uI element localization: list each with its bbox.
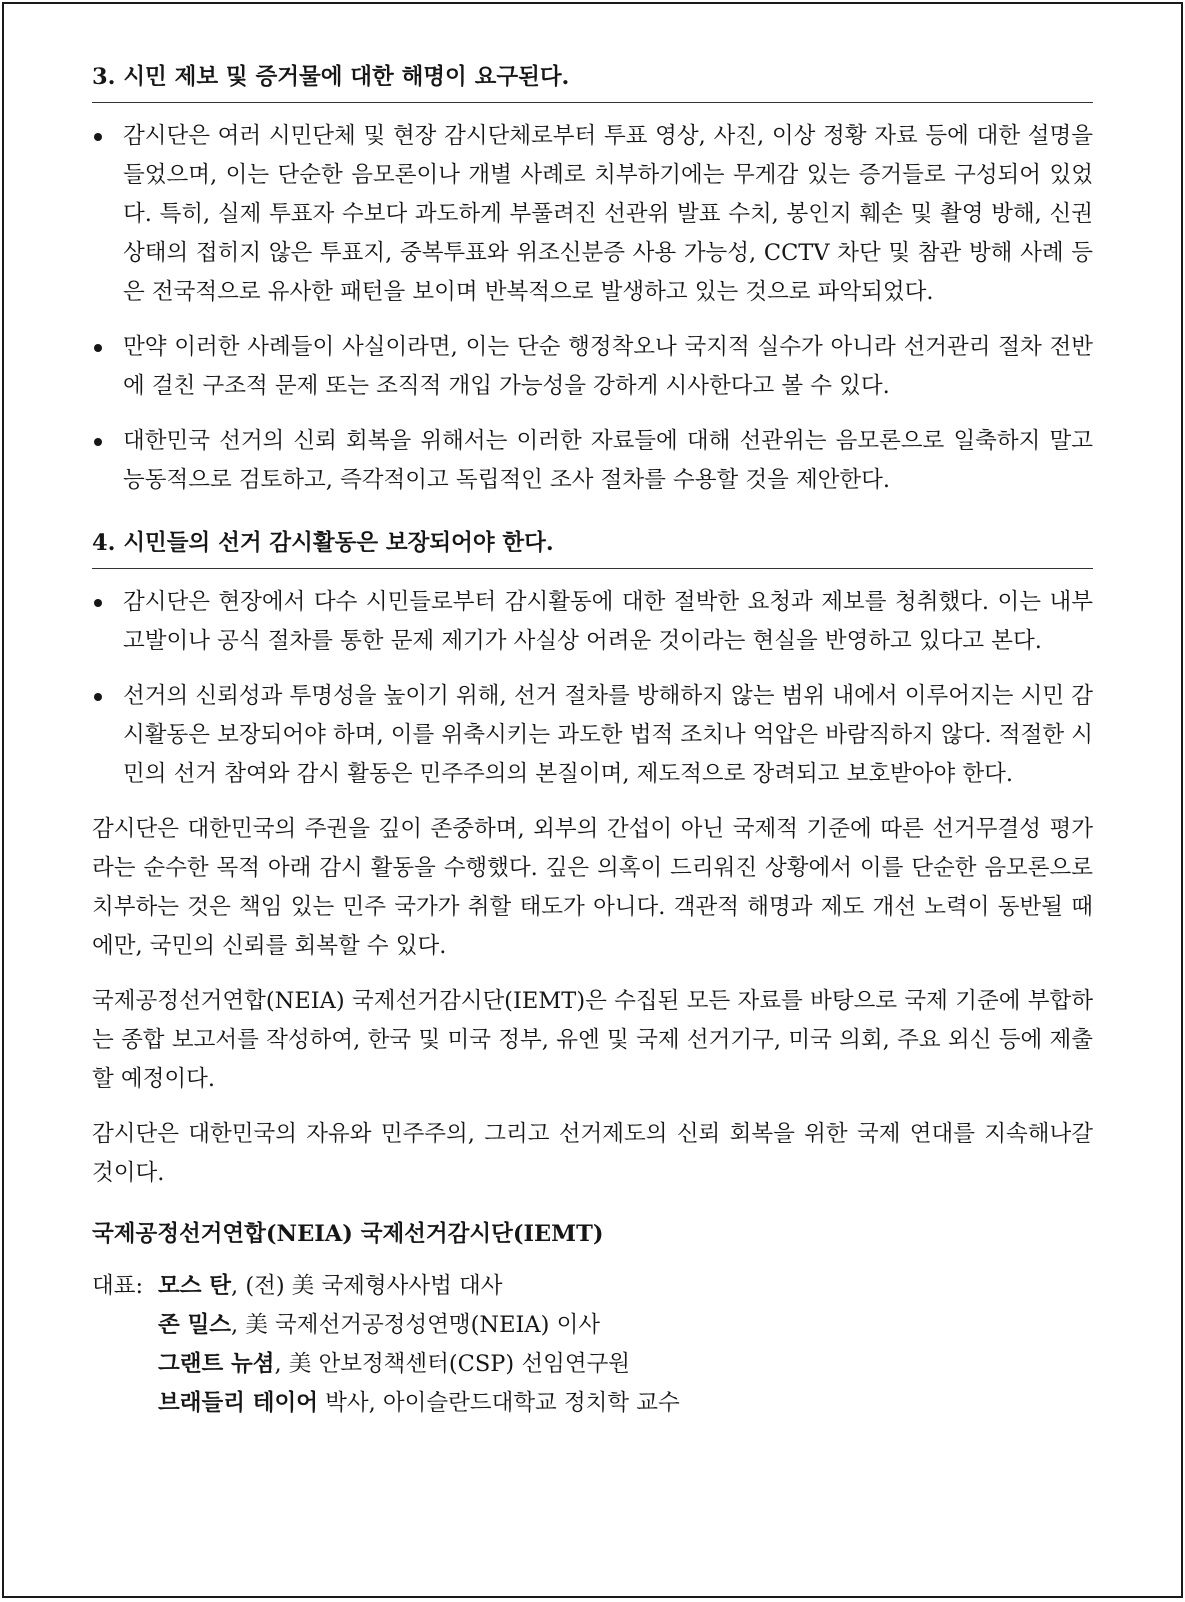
representative-line	[158, 1345, 1093, 1384]
body-paragraph: 국제공정선거연합(NEIA) 국제선거감시단(IEMT)은 수집된 모든 자료를 바탕으로 국제 기준에 부합하는 종합 보고서를 작성하여, 한국 및 미국 정부, 유엔 및 국제 선거기구, 미국 의회, 주요 외신 등에 제출할 예정이다.	[92, 988, 1093, 1092]
representative-name: 존 밀스	[158, 1312, 232, 1338]
representative-line	[158, 1306, 1093, 1345]
bullet-item: 선거의 신뢰성과 투명성을 높이기 위해, 선거 절차를 방해하지 않는 범위 내에서 이루어지는 시민 감시활동은 보장되어야 하며, 이를 위축시키는 과도한 법적 조치나 억압은 바람직하지 않다. 적절한 시민의 선거 참여와 감시 활동은 민주주의의 본질이며, 제도적으로 장려되고 보호받아야 한다.	[92, 677, 1093, 794]
bullet-item: 감시단은 현장에서 다수 시민들로부터 감시활동에 대한 절박한 요청과 제보를 청취했다. 이는 내부 고발이나 공식 절차를 통한 문제 제기가 사실상 어려운 것이라는 현실을 반영하고 있다고 본다.	[92, 583, 1093, 661]
representative-name: 모스 탄	[158, 1273, 232, 1299]
section-heading: 4. 시민들의 선거 감시활동은 보장되어야 한다.	[92, 522, 1093, 569]
representative-title: , 美 국제선거공정성연맹(NEIA) 이사	[231, 1312, 601, 1338]
representative-title: , 美 안보정책센터(CSP) 선임연구원	[274, 1351, 631, 1377]
bullet-list	[92, 117, 1093, 500]
bullet-item: 감시단은 여러 시민단체 및 현장 감시단체로부터 투표 영상, 사진, 이상 정황 자료 등에 대한 설명을 들었으며, 이는 단순한 음모론이나 개별 사례로 치부하기에는 무게감 있는 증거들로 구성되어 있었다. 특히, 실제 투표자 수보다 과도하게 부풀려진 선관위 발표 수치, 봉인지 훼손 및 촬영 방해, 신권 상태의 접히지 않은 투표지, 중복투표와 위조신분증 사용 가능성, CCTV 차단 및 참관 방해 사례 등은 전국적으로 유사한 패턴을 보이며 반복적으로 발생하고 있는 것으로 파악되었다.	[92, 117, 1093, 312]
signature-organization: 국제공정선거연합(NEIA) 국제선거감시단(IEMT)	[92, 1221, 604, 1247]
bullet-item: 대한민국 선거의 신뢰 회복을 위해서는 이러한 자료들에 대해 선관위는 음모론으로 일축하지 말고 능동적으로 검토하고, 즉각적이고 독립적인 조사 절차를 수용할 것을 제안한다.	[92, 422, 1093, 500]
representatives-label: 대표:	[92, 1273, 144, 1299]
body-paragraph: 감시단은 대한민국의 주권을 깊이 존중하며, 외부의 간섭이 아닌 국제적 기준에 따른 선거무결성 평가라는 순수한 목적 아래 감시 활동을 수행했다. 깊은 의혹이 드리워진 상황에서 이를 단순한 음모론으로 치부하는 것은 책임 있는 민주 국가가 취할 태도가 아니다. 객관적 해명과 제도 개선 노력이 동반될 때에만, 국민의 신뢰를 회복할 수 있다.	[92, 816, 1093, 959]
representative-title: , (전) 美 국제형사사법 대사	[231, 1273, 503, 1299]
signature-block	[92, 1267, 1093, 1423]
representative-title: 박사, 아이슬란드대학교 정치학 교수	[317, 1390, 680, 1416]
document-page	[2, 2, 1183, 1598]
section-3	[92, 56, 1093, 500]
representative-line	[158, 1267, 1093, 1306]
section-4	[92, 522, 1093, 794]
section-heading: 3. 시민 제보 및 증거물에 대한 해명이 요구된다.	[92, 56, 1093, 103]
representative-name: 브래들리 테이어	[158, 1390, 318, 1416]
representative-line	[158, 1384, 1093, 1423]
bullet-list	[92, 583, 1093, 794]
representative-name: 그랜트 뉴셤	[158, 1351, 275, 1377]
body-paragraph: 감시단은 대한민국의 자유와 민주주의, 그리고 선거제도의 신뢰 회복을 위한 국제 연대를 지속해나갈 것이다.	[92, 1121, 1093, 1186]
bullet-item: 만약 이러한 사례들이 사실이라면, 이는 단순 행정착오나 국지적 실수가 아니라 선거관리 절차 전반에 걸친 구조적 문제 또는 조직적 개입 가능성을 강하게 시사한다고 볼 수 있다.	[92, 328, 1093, 406]
